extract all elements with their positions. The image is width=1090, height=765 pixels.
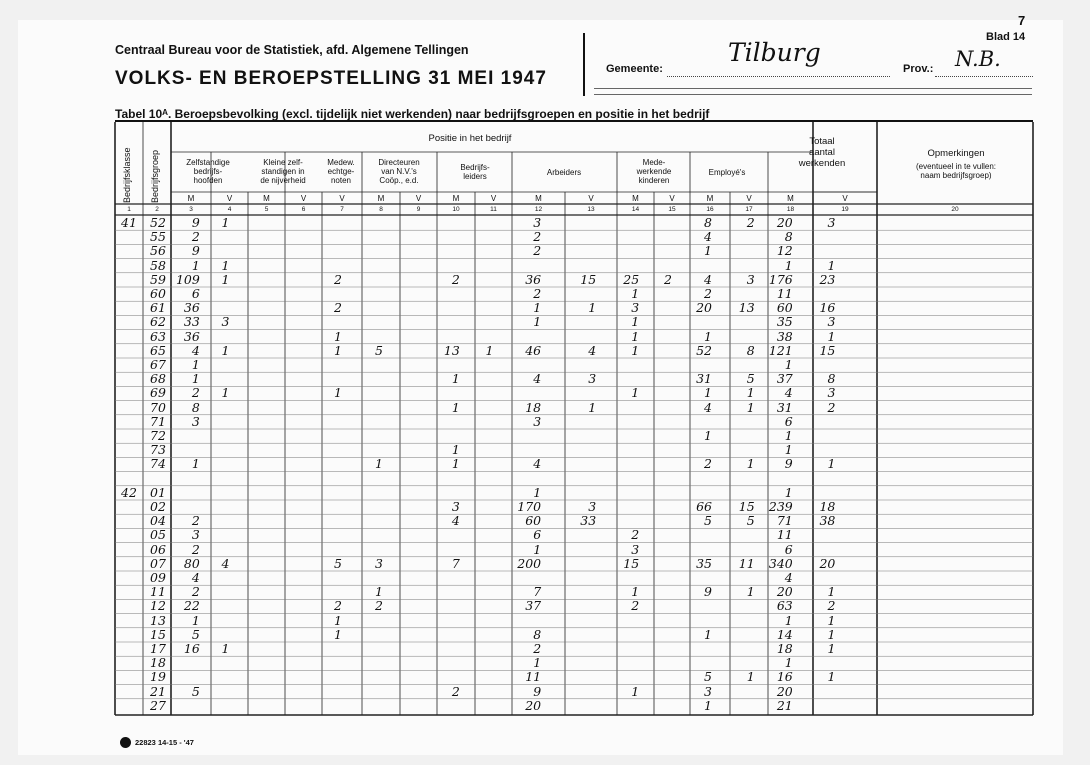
table-cell-10: 4 [451, 513, 460, 529]
table-cell-10: 13 [443, 342, 460, 358]
table-cell-19: 38 [819, 513, 836, 529]
medew-header: Medew. echtge- noten [327, 158, 355, 185]
bedrijfsgroep-cell: 56 [150, 243, 166, 259]
table-cell-12: 4 [533, 371, 542, 387]
form-footer [120, 737, 194, 748]
table-cell-18: 11 [776, 527, 793, 543]
table-cell-12: 1 [533, 314, 542, 330]
bedrijfsgroep-cell: 68 [150, 371, 166, 387]
table-cell-7: 1 [334, 385, 342, 401]
mv-label-v: V [300, 194, 307, 203]
table-cell-16: 8 [704, 215, 712, 230]
mv-label-v: V [490, 194, 497, 203]
table-cell-18: 1 [784, 655, 793, 671]
table-cell-16: 52 [696, 342, 712, 358]
table-cell-12: 2 [533, 229, 542, 245]
table-cell-13: 4 [588, 342, 597, 358]
bedrijfsgroep-cell: 27 [150, 697, 166, 713]
table-cell-13: 3 [588, 371, 597, 387]
table-cell-12: 11 [525, 669, 542, 685]
table-cell-12: 36 [525, 271, 542, 287]
mv-label-m: M [535, 194, 542, 203]
table-cell-16: 4 [704, 271, 712, 287]
table-cell-3: 9 [191, 215, 200, 230]
column-number: 2 [155, 206, 159, 213]
employes-header: Employé's [708, 168, 746, 177]
table-cell-18: 16 [776, 669, 793, 685]
table-cell-16: 5 [704, 669, 712, 685]
table-cell-14: 2 [631, 598, 640, 614]
table-cell-3: 2 [191, 513, 200, 529]
mv-label-v: V [669, 194, 675, 203]
bedrijfsleiders-header: Bedrijfs- leiders [460, 163, 490, 181]
table-cell-18: 12 [776, 243, 793, 259]
table-cell-18: 9 [784, 456, 793, 472]
table-cell-17: 3 [746, 271, 755, 287]
table-cell-12: 3 [533, 215, 542, 230]
table-cell-12: 2 [533, 243, 542, 259]
table-cell-18: 121 [768, 342, 793, 358]
bedrijfsgroep-cell: 71 [150, 413, 166, 429]
printer-logo-icon [120, 737, 131, 748]
table-cell-3: 16 [183, 641, 200, 656]
table-cell-10: 7 [451, 555, 460, 571]
table-cell-3: 2 [191, 229, 200, 245]
table-cell-10: 1 [451, 442, 460, 458]
table-cell-16: 31 [696, 371, 712, 387]
table-cell-8: 1 [374, 456, 383, 472]
table-cell-4: 1 [221, 271, 230, 287]
bedrijfsgroep-cell: 18 [150, 655, 166, 671]
table-cell-4: 1 [221, 641, 230, 656]
column-number: 14 [631, 206, 640, 213]
bedrijfsgroep-cell: 19 [150, 669, 166, 685]
table-cell-16: 66 [696, 499, 712, 514]
bedrijfsklasse-header: Bedrijfsklasse [122, 147, 132, 203]
table-cell-10: 1 [451, 456, 460, 472]
mv-label-m: M [787, 194, 794, 203]
bedrijfsgroep-cell: 52 [150, 215, 166, 230]
gemeente-value: Tilburg [728, 38, 821, 67]
table-cell-19: 18 [819, 499, 836, 514]
form-title: VOLKS- EN BEROEPSTELLING 31 MEI 1947 [115, 68, 547, 89]
table-cell-14: 15 [623, 555, 640, 571]
table-cell-18: 176 [768, 271, 793, 287]
table-cell-12: 37 [525, 598, 542, 614]
table-cell-3: 36 [183, 300, 200, 316]
table-cell-8: 3 [374, 555, 383, 571]
bedrijfsklasse-cell: 41 [121, 215, 137, 230]
table-cell-16: 9 [704, 584, 712, 600]
table-cell-7: 2 [334, 300, 342, 316]
table-cell-16: 1 [704, 385, 712, 401]
table-cell-8: 1 [374, 584, 383, 600]
table-cell-7: 5 [334, 555, 342, 571]
table-cell-14: 1 [631, 385, 640, 401]
table-cell-14: 1 [631, 286, 640, 301]
column-number: 13 [587, 206, 595, 213]
table-cell-14: 3 [631, 541, 640, 557]
table-cell-16: 20 [696, 300, 712, 316]
table-cell-8: 5 [374, 342, 383, 358]
column-number: 4 [227, 206, 232, 213]
table-cell-11: 1 [485, 342, 494, 358]
table-cell-17: 8 [746, 342, 755, 358]
table-cell-16: 1 [704, 243, 712, 259]
table-cell-18: 1 [784, 612, 793, 628]
table-cell-3: 1 [191, 612, 200, 628]
table-cell-19: 2 [827, 399, 836, 415]
sheet-number: Blad 14 [986, 31, 1026, 43]
table-cell-3: 1 [191, 357, 200, 372]
table-cell-3: 3 [191, 413, 200, 429]
bedrijfsgroep-cell: 06 [150, 541, 166, 557]
table-cell-18: 21 [776, 697, 793, 713]
mv-label-v: V [226, 194, 233, 203]
bedrijfsgroep-cell: 09 [150, 570, 166, 585]
bedrijfsgroep-cell: 15 [150, 626, 166, 642]
table-cell-4: 1 [221, 342, 230, 358]
mv-label-v: V [415, 194, 422, 203]
table-cell-3: 1 [191, 371, 200, 387]
table-cell-18: 38 [776, 328, 793, 344]
table-cell-13: 1 [588, 399, 597, 415]
kleine-header: Kleine zelf- standigen in de nijverheid [260, 158, 306, 185]
table-cell-12: 46 [525, 342, 542, 358]
table-cell-4: 4 [221, 555, 230, 571]
table-cell-4: 1 [221, 257, 230, 273]
arbeiders-header: Arbeiders [546, 168, 582, 177]
table-cell-12: 1 [533, 484, 542, 500]
bedrijfsgroep-cell: 72 [150, 428, 166, 443]
table-cell-18: 37 [776, 371, 793, 387]
table-cell-19: 1 [827, 669, 836, 685]
table-cell-12: 1 [533, 541, 542, 557]
table-cell-13: 33 [580, 513, 597, 529]
bedrijfsgroep-cell: 69 [150, 385, 166, 401]
bedrijfsgroep-cell: 63 [150, 328, 166, 344]
table-cell-18: 239 [768, 499, 793, 514]
table-cell-18: 20 [776, 584, 793, 600]
bedrijfsgroep-cell: 12 [150, 598, 166, 614]
table-cell-18: 35 [776, 314, 793, 330]
table-cell-18: 20 [776, 683, 793, 699]
table-cell-18: 8 [784, 229, 793, 245]
table-cell-8: 2 [374, 598, 383, 614]
table-cell-16: 1 [704, 328, 712, 344]
table-cell-12: 2 [533, 641, 542, 656]
bedrijfsgroep-cell: 17 [150, 641, 166, 656]
table-cell-18: 4 [784, 385, 793, 401]
table-cell-19: 8 [827, 371, 836, 387]
table-cell-7: 2 [334, 598, 342, 614]
bedrijfsgroep-cell: 62 [150, 314, 166, 330]
table-cell-19: 3 [827, 314, 836, 330]
bedrijfsgroep-cell: 07 [150, 555, 166, 571]
table-cell-12: 4 [533, 456, 542, 472]
table-cell-16: 1 [704, 428, 712, 443]
table-cell-4: 3 [221, 314, 230, 330]
table-cell-17: 1 [746, 669, 755, 685]
table-cell-18: 1 [784, 428, 793, 443]
bedrijfsgroep-cell: 74 [150, 456, 166, 472]
column-number: 16 [706, 206, 714, 213]
table-cell-18: 1 [784, 442, 793, 458]
table-cell-19: 15 [819, 342, 836, 358]
table-cell-17: 5 [746, 513, 755, 529]
bedrijfsgroep-cell: 13 [150, 612, 166, 628]
table-cell-18: 60 [776, 300, 793, 316]
opmerkingen-header: Opmerkingen [927, 148, 985, 159]
table-cell-17: 1 [746, 456, 755, 472]
province-value: N.B. [955, 47, 1001, 71]
table-cell-3: 4 [191, 342, 200, 358]
bedrijfsgroep-cell: 60 [150, 286, 166, 301]
table-cell-19: 1 [827, 456, 836, 472]
table-cell-18: 20 [776, 215, 793, 230]
totaal-header: Totaal aantal werkenden [798, 136, 846, 169]
table-cell-13: 15 [580, 271, 597, 287]
table-cell-19: 23 [819, 271, 836, 287]
table-cell-3: 2 [191, 541, 200, 557]
mv-label-m: M [187, 194, 195, 203]
table-cell-16: 4 [704, 229, 712, 245]
table-cell-19: 3 [827, 385, 836, 401]
table-cell-19: 1 [827, 641, 836, 656]
table-cell-14: 2 [631, 527, 640, 543]
table-cell-16: 4 [704, 399, 712, 415]
table-cell-3: 1 [191, 257, 200, 273]
table-cell-12: 8 [533, 626, 542, 642]
table-cell-14: 1 [631, 314, 640, 330]
bedrijfsgroep-cell: 67 [150, 357, 166, 372]
table-cell-19: 2 [827, 598, 836, 614]
table-cell-16: 3 [704, 683, 712, 699]
mv-label-v: V [842, 194, 848, 203]
table-cell-14: 1 [631, 342, 640, 358]
table-cell-3: 9 [191, 243, 200, 259]
table-cell-19: 1 [827, 584, 836, 600]
bedrijfsklasse-cell: 42 [121, 484, 137, 500]
table-cell-3: 4 [191, 570, 200, 585]
table-cell-13: 3 [588, 499, 597, 514]
positie-header: Positie in het bedrijf [428, 133, 512, 144]
table-cell-3: 80 [183, 555, 200, 571]
table-cell-14: 3 [631, 300, 640, 316]
table-cell-19: 16 [819, 300, 836, 316]
bedrijfsgroep-cell: 70 [150, 399, 166, 415]
column-number: 8 [379, 206, 383, 213]
table-cell-14: 1 [631, 328, 640, 344]
table-cell-12: 200 [517, 555, 542, 571]
column-number: 10 [452, 206, 460, 213]
bedrijfsgroep-cell: 73 [150, 442, 166, 458]
mv-label-m: M [452, 194, 460, 203]
table-cell-18: 31 [776, 399, 793, 415]
blad-mark: 7 [1018, 13, 1026, 28]
table-cell-10: 3 [451, 499, 460, 514]
directeuren-header: Directeuren van N.V.'s Coöp., e.d. [378, 158, 420, 185]
bedrijfsgroep-header: Bedrijfsgroep [150, 149, 160, 203]
bedrijfsgroep-cell: 58 [150, 257, 166, 273]
table-cell-3: 8 [191, 399, 200, 415]
table-cell-18: 18 [776, 641, 793, 656]
column-number: 1 [127, 206, 131, 213]
table-cell-16: 35 [696, 555, 712, 571]
table-cell-7: 1 [334, 626, 342, 642]
column-number: 15 [668, 206, 676, 213]
table-cell-3: 33 [183, 314, 200, 330]
zelfstandige-header: Zelfstandige bedrijfs- hoofden [186, 158, 230, 185]
table-cell-12: 3 [533, 413, 542, 429]
table-cell-18: 6 [784, 541, 793, 557]
table-cell-10: 1 [451, 371, 460, 387]
column-number: 18 [786, 206, 795, 213]
table-cell-16: 1 [704, 626, 712, 642]
column-number: 6 [301, 206, 306, 213]
province-label: Prov.: [903, 63, 934, 75]
table-cell-7: 2 [334, 271, 342, 287]
table-cell-18: 14 [776, 626, 793, 642]
table-cell-16: 2 [704, 456, 712, 472]
table-cell-18: 1 [784, 484, 793, 500]
table-cell-18: 71 [776, 513, 793, 529]
bedrijfsgroep-cell: 02 [150, 499, 166, 514]
table-cell-3: 5 [191, 683, 200, 699]
bedrijfsgroep-cell: 55 [150, 229, 166, 245]
table-cell-17: 1 [746, 385, 755, 401]
table-cell-3: 36 [183, 328, 200, 344]
table-cell-17: 15 [738, 499, 755, 514]
table-cell-7: 1 [334, 328, 342, 344]
table-cell-18: 63 [776, 598, 793, 614]
table-cell-16: 5 [704, 513, 712, 529]
table-cell-12: 18 [525, 399, 542, 415]
bedrijfsgroep-cell: 05 [150, 527, 166, 543]
table-cell-10: 1 [451, 399, 460, 415]
bedrijfsgroep-cell: 61 [150, 300, 166, 316]
column-number: 3 [189, 206, 193, 213]
table-cell-3: 22 [183, 598, 200, 614]
table-cell-12: 1 [533, 655, 542, 671]
table-cell-17: 1 [746, 584, 755, 600]
table-cell-12: 6 [533, 527, 542, 543]
table-cell-10: 2 [451, 683, 460, 699]
table-cell-12: 1 [533, 300, 542, 316]
bedrijfsgroep-cell: 21 [150, 683, 166, 699]
column-number: 7 [340, 206, 344, 213]
table-cell-12: 170 [517, 499, 542, 514]
table-cell-14: 1 [631, 584, 640, 600]
column-number: 5 [264, 206, 269, 213]
table-cell-3: 6 [191, 286, 200, 301]
table-cell-7: 1 [334, 612, 342, 628]
column-number: 19 [841, 206, 849, 213]
table-cell-4: 1 [221, 385, 230, 401]
bedrijfsgroep-cell: 59 [150, 271, 166, 287]
table-cell-13: 1 [588, 300, 597, 316]
table-cell-12: 7 [533, 584, 542, 600]
column-number: 12 [534, 206, 543, 213]
table-cell-18: 4 [784, 570, 793, 585]
table-cell-3: 2 [191, 584, 200, 600]
column-number: 20 [951, 206, 959, 213]
mv-label-v: V [746, 194, 752, 203]
table-cell-17: 13 [738, 300, 755, 316]
table-cell-16: 1 [704, 697, 712, 713]
mv-label-v: V [588, 194, 594, 203]
table-cell-7: 1 [334, 342, 342, 358]
table-cell-3: 5 [191, 626, 200, 642]
organization-heading: Centraal Bureau voor de Statistiek, afd. Algemene Tellingen [115, 43, 469, 57]
table-cell-3: 2 [191, 385, 200, 401]
bedrijfsgroep-cell: 04 [150, 513, 166, 529]
mv-label-m: M [263, 194, 270, 203]
table-cell-18: 11 [776, 286, 793, 301]
bedrijfsgroep-cell: 65 [150, 342, 166, 358]
bedrijfsgroep-cell: 01 [150, 484, 166, 500]
table-cell-19: 1 [827, 626, 836, 642]
table-cell-19: 20 [819, 555, 836, 571]
footer-code: 22823 14-15 - '47 [135, 738, 194, 747]
table-cell-19: 1 [827, 257, 836, 273]
table-cell-18: 1 [784, 257, 793, 273]
table-cell-17: 1 [746, 399, 755, 415]
table-title: Tabel 10ᴬ. Beroepsbevolking (excl. tijdelijk niet werkenden) naar bedrijfsgroepen en positie in het bedrijf [115, 107, 710, 121]
column-number: 17 [745, 206, 753, 213]
mv-label-v: V [339, 194, 345, 203]
table-cell-19: 1 [827, 328, 836, 344]
table-cell-12: 20 [525, 697, 542, 713]
column-number: 9 [416, 206, 421, 213]
table-cell-12: 2 [533, 286, 542, 301]
table-cell-12: 9 [533, 683, 542, 699]
mede-header: Mede- werkende kinderen [636, 158, 672, 185]
table-cell-10: 2 [451, 271, 460, 287]
mv-label-m: M [377, 194, 385, 203]
table-cell-17: 2 [746, 215, 755, 230]
table-cell-3: 3 [191, 527, 200, 543]
table-cell-18: 6 [784, 413, 793, 429]
table-cell-17: 11 [738, 555, 755, 571]
table-cell-19: 1 [827, 612, 836, 628]
bedrijfsgroep-cell: 11 [150, 584, 166, 600]
table-cell-15: 2 [664, 271, 672, 287]
mv-label-m: M [706, 194, 714, 203]
table-cell-4: 1 [221, 215, 230, 230]
table-cell-3: 109 [175, 271, 200, 287]
table-cell-18: 1 [784, 357, 793, 372]
table-cell-16: 2 [704, 286, 712, 301]
table-cell-14: 25 [623, 271, 640, 287]
table-cell-19: 3 [827, 215, 836, 230]
gemeente-label: Gemeente: [606, 63, 663, 75]
opmerkingen-subheader: (eventueel in te vullen: naam bedrijfsgroep) [915, 162, 997, 180]
table-cell-14: 1 [631, 683, 640, 699]
table-cell-18: 340 [768, 555, 793, 571]
table-cell-12: 60 [525, 513, 542, 529]
table-cell-17: 5 [746, 371, 755, 387]
mv-label-m: M [632, 194, 639, 203]
column-number: 11 [490, 206, 497, 213]
table-cell-3: 1 [191, 456, 200, 472]
